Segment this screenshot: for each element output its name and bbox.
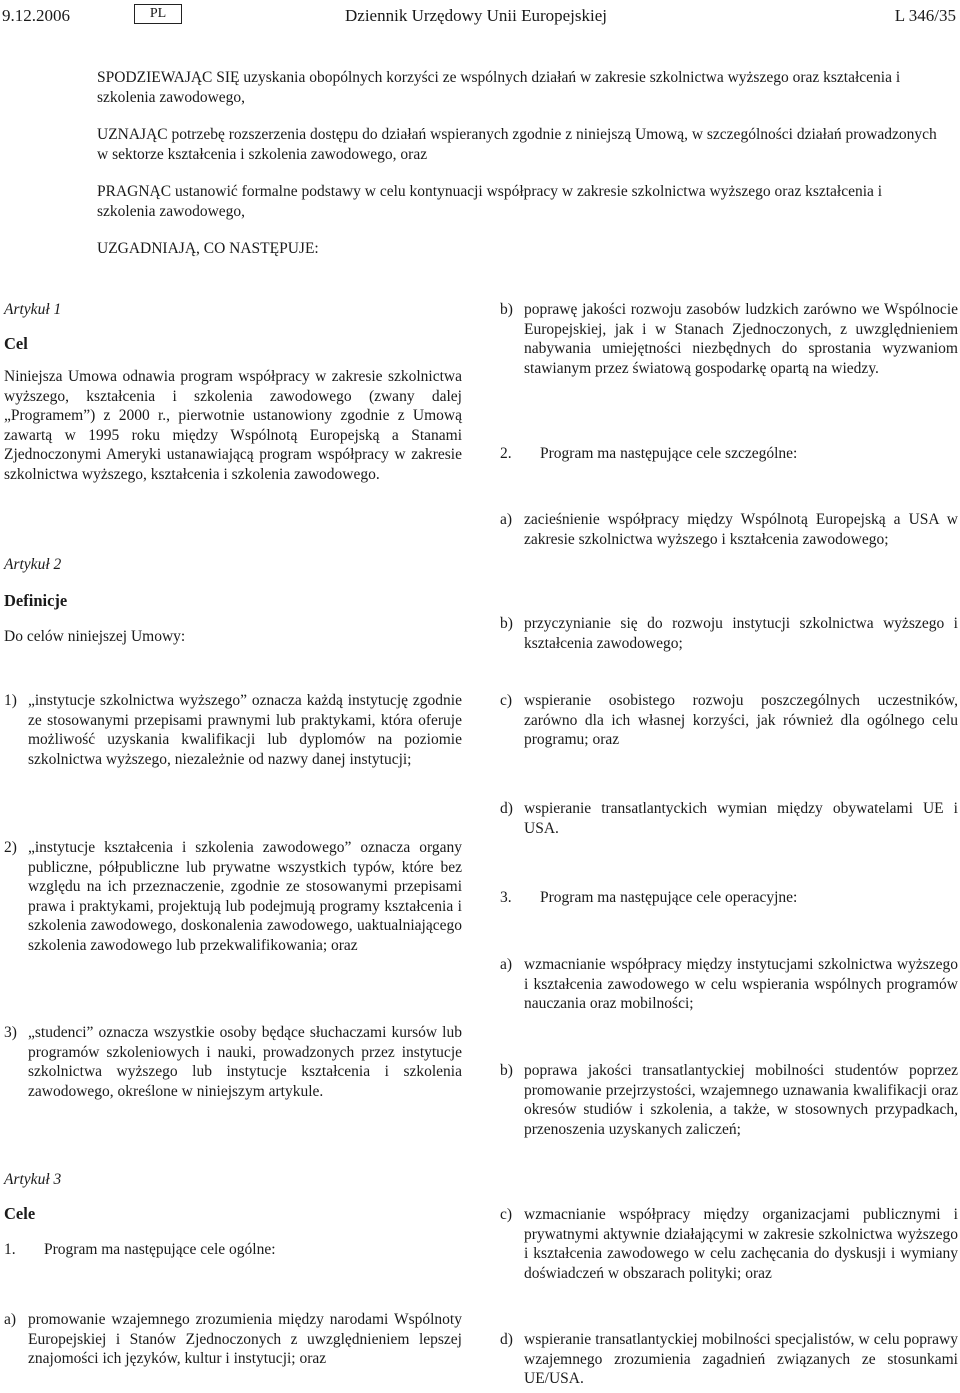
- item-label: b): [500, 615, 513, 632]
- paragraph-text: Program ma następujące cele operacyjne:: [540, 889, 798, 906]
- item-text: promowanie wzajemnego zrozumienia między narodami Wspólnoty Europejskiej i Stanów Zjednoczonych z uwzględnieniem lepszej znajomości ich języków, kultur i instytucji; oraz: [28, 1311, 462, 1367]
- article-3-p3-item-b: [500, 1061, 958, 1139]
- article-3-p2-item-c: [500, 691, 958, 750]
- preamble-paragraph: UZNAJĄC potrzebę rozszerzenia dostępu do działań wspieranych zgodnie z niniejszą Umową, w szczególności działań prowadzonych w sektorze kształcenia i szkolenia zawodowego, oraz: [97, 126, 937, 163]
- article-title: Definicje: [4, 590, 68, 610]
- preamble: [97, 68, 942, 277]
- article-title: Cel: [4, 333, 28, 353]
- preamble-agreement: UZGADNIAJĄ, CO NASTĘPUJE:: [97, 240, 319, 257]
- item-label: d): [500, 1331, 513, 1348]
- article-3-p3-item-c: [500, 1205, 958, 1283]
- paragraph-label: 3.: [500, 889, 512, 906]
- article-3-p1-item-b: [500, 300, 958, 378]
- article-3-p3-item-d: [500, 1330, 958, 1389]
- article-2-heading: [4, 555, 462, 610]
- item-text: wzmacnianie współpracy między organizacjami publicznymi i prywatnymi aktywnie działającymi w zakresie szkolnictwa wyższego i kształcenia zawodowego w celu zachęcania do dyskusji i wymiany doświadczeń w obszarach polityki; oraz: [524, 1206, 958, 1282]
- item-label: d): [500, 800, 513, 817]
- paragraph-label: 2.: [500, 445, 512, 462]
- publication-date: 9.12.2006: [2, 6, 70, 25]
- article-3-p2-item-d: [500, 799, 958, 838]
- article-3-p1: [4, 1240, 462, 1260]
- item-text: „studenci” oznacza wszystkie osoby będące słuchaczami kursów lub programów szkoleniowych i nauki, prowadzonych przez instytucje szkolnictwa wyższego lub instytucje kształcenia i szkolenia zawodowego, określone w niniejszym artykule.: [28, 1024, 462, 1100]
- item-text: przyczynianie się do rozwoju instytucji szkolnictwa wyższego i kształcenia zawodowego;: [524, 615, 958, 652]
- article-title: Cele: [4, 1203, 36, 1223]
- article-body: Niniejsza Umowa odnawia program współpracy w zakresie szkolnictwa wyższego, kształcenia i szkolenia zawodowego (zwany dalej „Programem”) z 2000 r., pierwotnie ustanowiony zgodnie z Umową zawartą w 1995 roku między Wspólnotą Europejską a Stanami Zjednoczonymi Ameryki ustanawiającą program współpracy w zakresie szkolnictwa wyższego, kształcenia i szkolenia zawodowego.: [4, 368, 462, 483]
- article-3-p3: [500, 888, 958, 908]
- article-3-heading: [4, 1170, 462, 1223]
- page-number: L 346/35: [894, 6, 956, 25]
- item-label: c): [500, 1206, 513, 1223]
- article-3-p3-item-a: [500, 955, 958, 1014]
- item-label: a): [4, 1311, 17, 1328]
- article-number: Artykuł 2: [4, 556, 62, 573]
- journal-title: Dziennik Urzędowy Unii Europejskiej: [345, 6, 608, 25]
- item-label: 3): [4, 1024, 17, 1041]
- article-3-p2-item-a: [500, 510, 958, 549]
- item-text: poprawa jakości transatlantyckiej mobilności studentów poprzez promowanie przejrzystości, wzajemnego uznawania kwalifikacji oraz okresów studiów i szkolenia, a także, w stosownych przypadkach, przenoszenia uzyskanych zaliczeń;: [524, 1062, 958, 1138]
- item-text: „instytucje kształcenia i szkolenia zawodowego” oznacza organy publiczne, półpubliczne lub prywatne wszystkich typów, które bez względu na ich przeznaczenie, zgodnie ze stosowanymi przepisami prawa i praktykami, projektują lub podejmują programy kształcenia i szkolenia zawodowego, doskonalenia zawodowego, uaktualniającego szkolenia zawodowego lub przekwalifikowania; oraz: [28, 839, 462, 954]
- item-text: poprawę jakości rozwoju zasobów ludzkich zarówno we Wspólnocie Europejskiej, jak i w Stanach Zjednoczonych, z uwzględnieniem nabywania umiejętności niezbędnych do sprostania wyzwaniom stawianym przez światową gospodarkę opartą na wiedzy.: [524, 301, 958, 377]
- paragraph-label: 1.: [4, 1241, 16, 1258]
- article-number: Artykuł 1: [4, 301, 62, 318]
- item-label: b): [500, 301, 513, 318]
- item-label: 2): [4, 839, 17, 856]
- article-1: [4, 300, 462, 484]
- definition-3: [4, 1023, 462, 1101]
- item-label: 1): [4, 692, 17, 709]
- article-3-p1-item-a: [4, 1310, 462, 1369]
- page-header: [0, 4, 960, 28]
- paragraph-text: Program ma następujące cele ogólne:: [44, 1241, 276, 1258]
- article-3-p2: [500, 444, 958, 464]
- preamble-paragraph: PRAGNĄC ustanowić formalne podstawy w celu kontynuacji współpracy w zakresie szkolnictwa wyższego oraz kształcenia i szkolenia zawodowego,: [97, 183, 883, 220]
- paragraph-text: Program ma następujące cele szczególne:: [540, 445, 798, 462]
- item-text: „instytucje szkolnictwa wyższego” oznacza każdą instytucję zgodnie ze stosowanymi przepisami prawnymi lub praktykami, która oferuje możliwość uzyskania kwalifikacji lub dyplomów na poziomie szkolnictwa wyższego, niezależnie od nazwy danej instytucji;: [28, 692, 462, 768]
- preamble-paragraph: SPODZIEWAJĄC SIĘ uzyskania obopólnych korzyści ze wspólnych działań w zakresie szkolnictwa wyższego oraz kształcenia i szkolenia zawodowego,: [97, 69, 901, 106]
- item-text: wspieranie transatlantyckich wymian między obywatelami UE i USA.: [524, 800, 958, 837]
- item-text: zacieśnienie współpracy między Wspólnotą Europejską a USA w zakresie szkolnictwa wyższego i kształcenia zawodowego;: [524, 511, 958, 548]
- article-number: Artykuł 3: [4, 1171, 62, 1188]
- item-text: wspieranie transatlantyckiej mobilności specjalistów, w celu poprawy wzajemnego zrozumienia zagadnień związanych ze stosunkami UE/USA.: [524, 1331, 958, 1387]
- item-label: c): [500, 692, 513, 709]
- definition-2: [4, 838, 462, 955]
- item-label: b): [500, 1062, 513, 1079]
- item-label: a): [500, 511, 513, 528]
- item-label: a): [500, 956, 513, 973]
- language-badge: PL: [134, 4, 182, 24]
- item-text: wzmacnianie współpracy między instytucjami szkolnictwa wyższego i kształcenia zawodowego w celu wspierania wspólnych programów nauczania oraz mobilności;: [524, 956, 958, 1012]
- article-3-p2-item-b: [500, 614, 958, 653]
- item-text: wspieranie osobistego rozwoju poszczególnych uczestników, zarówno dla ich własnej korzyści, jak również dla ogólnego celu programu; oraz: [524, 692, 958, 748]
- article-2-intro: Do celów niniejszej Umowy:: [4, 628, 186, 645]
- definition-1: [4, 691, 462, 769]
